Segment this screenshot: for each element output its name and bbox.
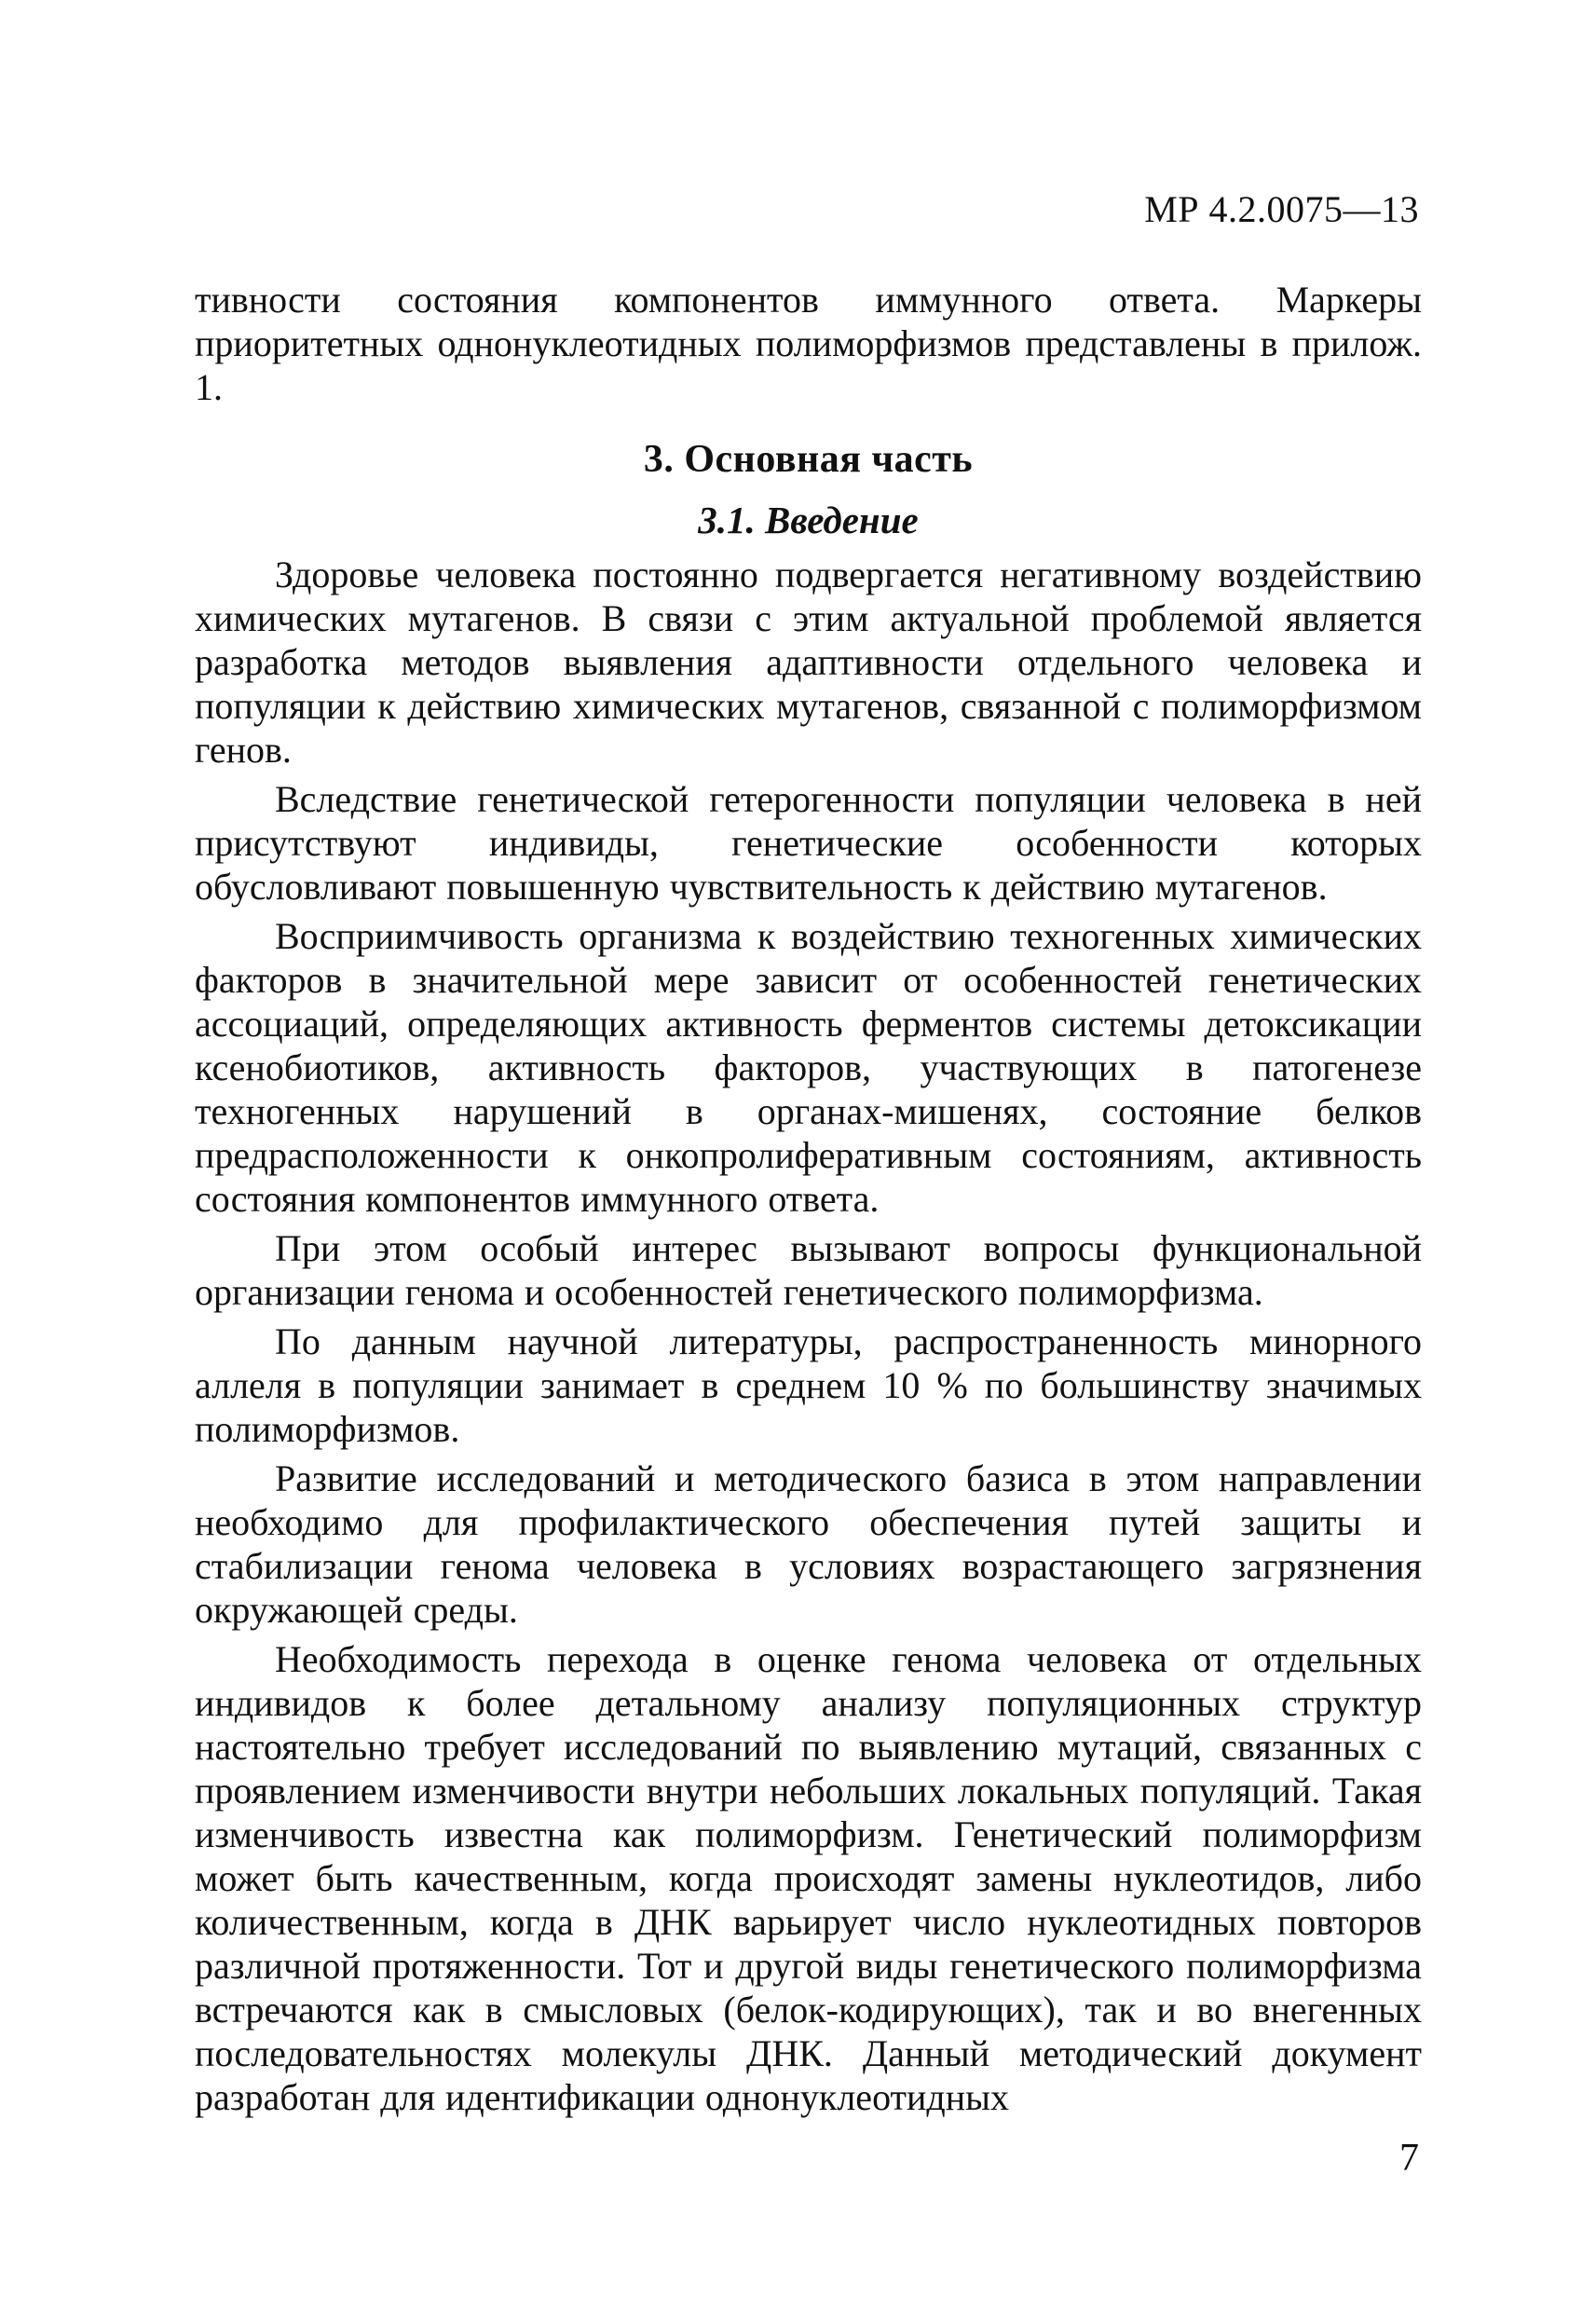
paragraph: Необходимость перехода в оценке генома человека от отдельных индивидов к более детальному анализу популяционных структур настоятельно требует исследований по выявлению мутаций, связанных с проявлением изменчивости внутри небольших локальных популяций. Такая изменчивость известна как полиморфизм. Генетический полиморфизм может быть качественным, когда происходят замены нуклеотидов, либо количественным, когда в ДНК варьирует число нуклеотидных повторов различной протяженности. Тот и другой виды генетического полиморфизма встречаются как в смысловых (белок-кодирующих), так и во внегенных последовательностях молекулы ДНК. Данный методический документ разработан для идентификации однонуклеотидных bbox=[195, 1638, 1422, 2118]
paragraph: Развитие исследований и методического базиса в этом направлении необходимо для профилактического обеспечения путей защиты и стабилизации генома человека в условиях возрастающего загрязнения окружающей среды. bbox=[195, 1457, 1422, 1631]
paragraph: По данным научной литературы, распространенность минорного аллеля в популяции занимает в среднем 10 % по большинству значимых полиморфизмов. bbox=[195, 1320, 1422, 1450]
paragraph: Восприимчивость организма к воздействию техногенных химических факторов в значительной мере зависит от особенностей генетических ассоциаций, определяющих активность ферментов системы детоксикации ксенобиотиков, активность факторов, участвующих в патогенезе техногенных нарушений в органах-мишенях, состояние белков предрасположенности к онкопролиферативным состояниям, активность состояния компонентов иммунного ответа. bbox=[195, 915, 1422, 1220]
paragraph: Вследствие генетической гетерогенности популяции человека в ней присутствуют индивиды, генетические особенности которых обусловливают повышенную чувствительность к действию мутагенов. bbox=[195, 778, 1422, 908]
page-content bbox=[195, 278, 1422, 2119]
paragraph: При этом особый интерес вызывают вопросы функциональной организации генома и особенностей генетического полиморфизма. bbox=[195, 1227, 1422, 1313]
paragraph: Здоровье человека постоянно подвергается негативному воздействию химических мутагенов. В связи с этим актуальной проблемой является разработка методов выявления адаптивности отдельного человека и популяции к действию химических мутагенов, связанной с полиморфизмом генов. bbox=[195, 554, 1422, 771]
document-code-header: МР 4.2.0075—13 bbox=[1144, 188, 1419, 230]
section-title: 3. Основная часть bbox=[643, 438, 974, 481]
continued-paragraph: тивности состояния компонентов иммунного ответа. Маркеры приоритетных однонуклеотидных полиморфизмов представлены в прилож. 1. bbox=[195, 279, 1422, 408]
page-number: 7 bbox=[1399, 2137, 1419, 2180]
subsection-title: 3.1. Введение bbox=[698, 499, 919, 541]
